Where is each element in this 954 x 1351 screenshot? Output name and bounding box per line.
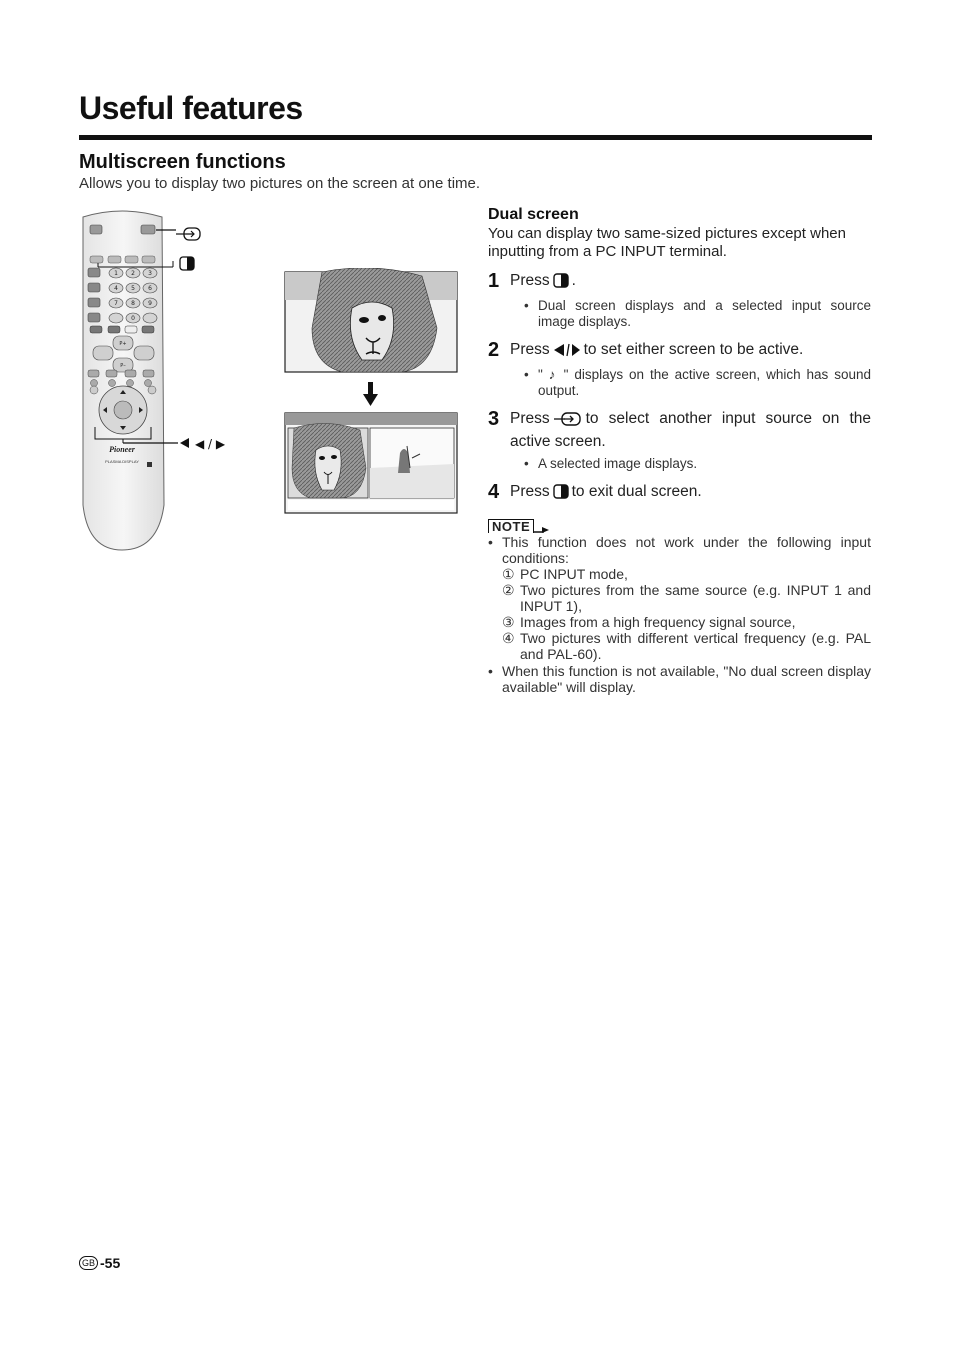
svg-text:1: 1: [114, 270, 118, 277]
dual-screen-icon: [553, 484, 569, 505]
input-icon: [176, 228, 200, 240]
condition-text: Two pictures from the same source (e.g. INPUT 1 and INPUT 1),: [520, 582, 871, 614]
svg-text:7: 7: [114, 300, 118, 307]
step-number: 2: [488, 339, 500, 361]
remote-control-illustration: [78, 205, 228, 565]
step-post: to select another input source on the active screen.: [510, 410, 871, 450]
svg-text:3: 3: [148, 270, 152, 277]
step-post: to set either screen to be active.: [583, 341, 804, 358]
svg-text:6: 6: [148, 285, 152, 292]
svg-text:4: 4: [114, 285, 118, 292]
remote-callout-arrows: ◀ / ▶: [195, 437, 226, 451]
step-4: [488, 482, 871, 505]
svg-text:0: 0: [131, 315, 135, 322]
remote-label: PLASMA DISPLAY: [105, 459, 139, 464]
input-icon: [553, 412, 583, 432]
step-bullet: • " ♪ " displays on the active screen, which has sound output.: [524, 367, 871, 398]
section-intro: Allows you to display two pictures on the screen at one time.: [79, 175, 481, 192]
step-number: 1: [488, 270, 500, 292]
dual-screen-icon: [553, 273, 569, 294]
step-text: [510, 482, 871, 505]
region-badge: GB: [79, 1256, 98, 1270]
remote-dpad: [99, 386, 147, 434]
step-pre: Press: [510, 483, 550, 500]
dual-screen-intro: You can display two same-sized pictures except when inputting from a PC INPUT terminal.: [488, 225, 846, 260]
input-button[interactable]: [141, 225, 155, 234]
svg-text:P+: P+: [119, 341, 127, 347]
remote-brand: Pioneer: [109, 445, 135, 454]
note-intro: This function does not work under the following input conditions:: [502, 534, 871, 566]
condition-text: Images from a high frequency signal source,: [520, 614, 796, 630]
step-1: [488, 271, 871, 330]
dual-screen-picture: [285, 413, 457, 513]
step-pre: Press: [510, 341, 550, 358]
condition-number: ①: [502, 566, 515, 582]
svg-text:2: 2: [131, 270, 135, 277]
step-post: to exit dual screen.: [571, 483, 702, 500]
step-pre: Press: [510, 410, 550, 427]
condition-text: PC INPUT mode,: [520, 566, 628, 582]
condition-number: ②: [502, 582, 515, 598]
note-item: • When this function is not available, "No dual screen display available" will display.: [488, 663, 871, 695]
title-rule: [79, 135, 872, 140]
note-second: When this function is not available, "No dual screen display available" will display.: [502, 663, 871, 695]
step-text: [510, 409, 871, 452]
page-number-text: -55: [100, 1255, 121, 1271]
step-pre: Press: [510, 272, 550, 289]
note-condition: [502, 614, 871, 630]
screen-illustrations: [282, 268, 462, 518]
note-arrow-icon: [534, 519, 550, 533]
section-heading: Multiscreen functions: [79, 151, 286, 173]
note-box: NOTE: [488, 519, 534, 533]
step-bullet: • Dual screen displays and a selected input source image displays.: [524, 298, 871, 329]
steps-list: [488, 271, 871, 505]
step-text: [510, 271, 871, 294]
left-right-arrow-icon: [553, 343, 581, 363]
svg-text:8: 8: [131, 300, 135, 307]
page-title: Useful features: [79, 90, 303, 126]
note-label: [488, 519, 871, 533]
dual-screen-section: [488, 206, 871, 695]
svg-text:P–: P–: [120, 363, 126, 369]
condition-text: Two pictures with different vertical frequency (e.g. PAL and PAL-60).: [520, 630, 871, 662]
step-number: 4: [488, 481, 500, 503]
note-condition: [502, 566, 871, 582]
note-condition: [502, 630, 871, 662]
dual-screen-icon: [180, 257, 194, 270]
page-number: [79, 1255, 120, 1271]
note-item: • This function does not work under the following input conditions: ① PC INPUT mode, ② Two pictures from the same source (e.g. INPUT 1 and INPUT 1), ③ Images from a high frequency signal source, ④ Two pictures with different vertical frequency (e.g. PAL and PAL-60).: [488, 534, 871, 662]
step-post: .: [571, 272, 576, 289]
full-screen-picture: [285, 268, 457, 372]
step-bullet: • A selected image displays.: [524, 456, 698, 471]
note-condition: [502, 582, 871, 614]
svg-text:9: 9: [148, 300, 152, 307]
down-arrow-icon: [363, 382, 378, 406]
dual-screen-heading: Dual screen: [488, 206, 579, 223]
note-conditions: [502, 566, 871, 662]
step-3: [488, 409, 871, 472]
svg-text:5: 5: [131, 285, 135, 292]
condition-number: ③: [502, 614, 515, 630]
step-2: [488, 340, 871, 399]
condition-number: ④: [502, 630, 515, 646]
left-right-arrow-icon: [180, 437, 226, 451]
step-text: [510, 340, 871, 363]
step-number: 3: [488, 408, 500, 430]
